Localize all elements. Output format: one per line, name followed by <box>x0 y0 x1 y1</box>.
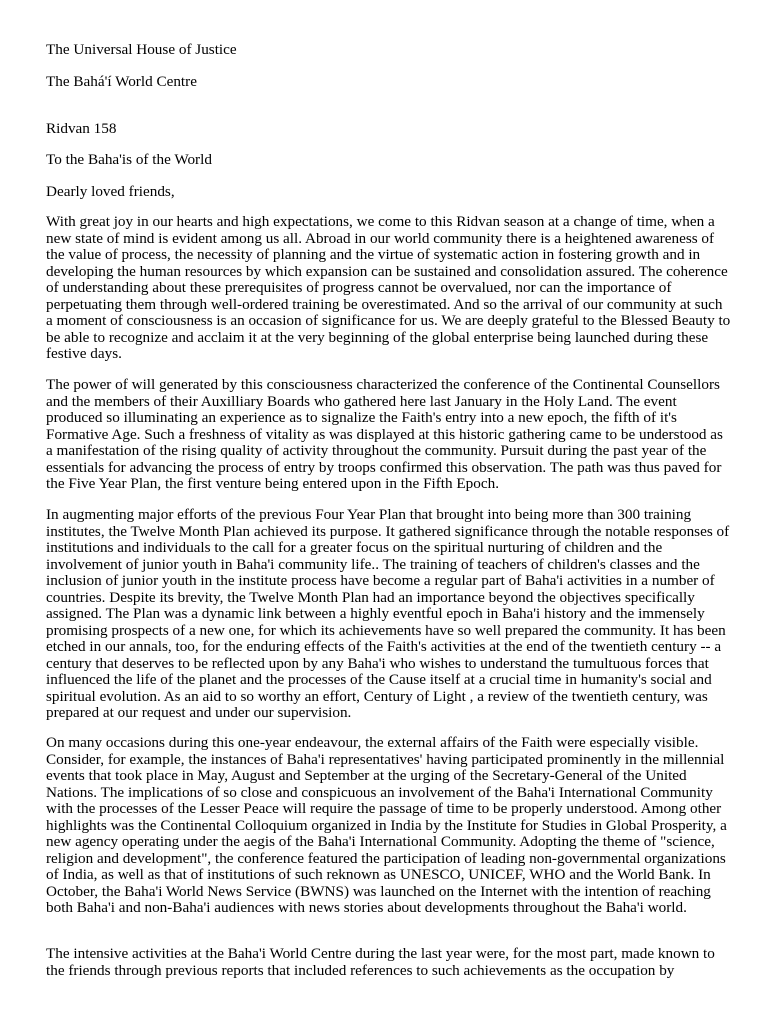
letter-date: Ridvan 158 <box>46 120 117 137</box>
location-heading: The Bahá'í World Centre <box>46 73 197 90</box>
body-paragraph-3: In augmenting major efforts of the previous Four Year Plan that brought into being more than 300 training institutes, the Twelve Month Plan achieved its purpose. It gathered significance through the notable responses of institutions and individuals to the call for a greater focus on the spiritual nurturing of children and the involvement of junior youth in Baha'i community life.. The training of teachers of children's classes and the inclusion of junior youth in the institute process have become a regular part of Baha'i activities in a number of countries. Despite its brevity, the Twelve Month Plan had an importance beyond the objectives specifically assigned. The Plan was a dynamic link between a highly eventful epoch in Baha'i history and the immensely promising prospects of a new one, for which its achievements have so well prepared the community. It has been etched in our annals, too, for the enduring effects of the Faith's activities at the end of the twentieth century -- a century that deserves to be reflected upon by any Baha'i who wishes to understand the tumultuous forces that influenced the life of the planet and the processes of the Cause itself at a crucial time in humanity's social and spiritual evolution. As an aid to so worthy an effort, Century of Light , a review of the twentieth century, was prepared at our request and under our supervision. <box>46 506 730 721</box>
organization-heading: The Universal House of Justice <box>46 41 237 58</box>
body-paragraph-5: The intensive activities at the Baha'i World Centre during the last year were, for the most part, made known to the friends through previous reports that included references to such achievements as the occupation by <box>46 945 715 979</box>
body-paragraph-4: On many occasions during this one-year endeavour, the external affairs of the Faith were especially visible. Consider, for example, the instances of Baha'i representatives' having participated prominently in the millennial events that took place in May, August and September at the urging of the Secretary-General of the United Nations. The implications of so close and conspicuous an involvement of the Baha'i International Community with the processes of the Lesser Peace will require the passage of time to be properly understood. Among other highlights was the Continental Colloquium organized in India by the Institute for Studies in Global Prosperity, a new agency operating under the aegis of the Baha'i International Community. Adopting the theme of "science, religion and development", the conference featured the participation of leading non-governmental organizations of India, as well as that of institutions of such reknown as UNESCO, UNICEF, WHO and the World Bank. In October, the Baha'i World News Service (BWNS) was launched on the Internet with the intention of reaching both Baha'i and non-Baha'i audiences with news stories about developments throughout the Baha'i world. <box>46 734 727 916</box>
letter-salutation: Dearly loved friends, <box>46 183 175 200</box>
body-paragraph-2: The power of will generated by this consciousness characterized the conference of the Continental Counsellors and the members of their Auxilliary Boards who gathered here last January in the Holy Land. The event produced so illuminating an experience as to signalize the Faith's entry into a new epoch, the fifth of it's Formative Age. Such a freshness of vitality as was displayed at this historic gathering came to be understood as a manifestation of the rising quality of activity throughout the community. Pursuit during the past year of the essentials for advancing the process of entry by troops confirmed this observation. The path was thus paved for the Five Year Plan, the first venture being entered upon in the Fifth Epoch. <box>46 376 723 492</box>
letter-addressee: To the Baha'is of the World <box>46 151 212 168</box>
body-paragraph-1: With great joy in our hearts and high expectations, we come to this Ridvan season at a change of time, when a new state of mind is evident among us all. Abroad in our world community there is a heightened awareness of the value of process, the necessity of planning and the virtue of systematic action in fostering growth and in developing the human resources by which expansion can be sustained and consolidation assured. The coherence of understanding about these prerequisites of progress cannot be overvalued, nor can the importance of perpetuating them through well-ordered training be overestimated. And so the arrival of our community at such a moment of consciousness is an occasion of significance for us. We are deeply grateful to the Blessed Beauty to be able to recognize and acclaim it at the very beginning of the global enterprise being launched during these festive days. <box>46 213 731 362</box>
